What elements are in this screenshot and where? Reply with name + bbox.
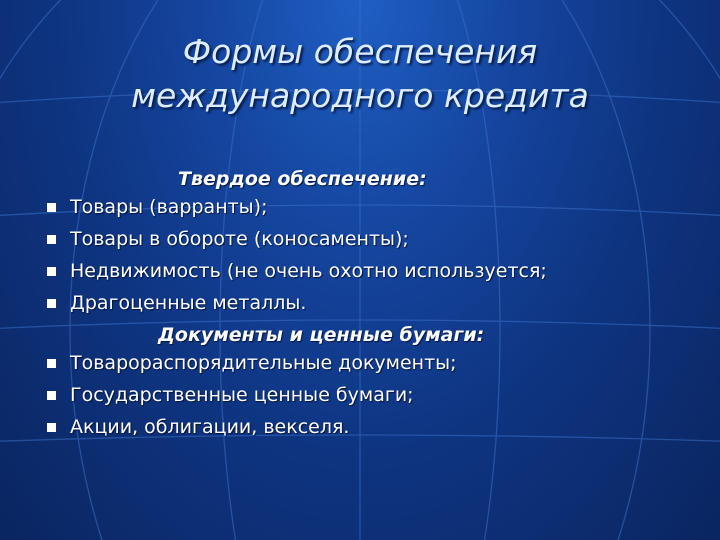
title-line-1: Формы обеспечения: [182, 32, 538, 71]
list-item: [40, 194, 710, 226]
list-item-text: Драгоценные металлы.: [70, 292, 307, 314]
list-item-text: Товары (варранты);: [70, 196, 268, 218]
list-item: [40, 226, 710, 258]
square-bullet-icon: [47, 299, 56, 308]
square-bullet-icon: [47, 359, 56, 368]
square-bullet-icon: [47, 267, 56, 276]
list-item: [40, 290, 710, 322]
list-item-text: Акции, облигации, векселя.: [70, 416, 350, 438]
list-item: [40, 350, 710, 382]
secured-list: [40, 194, 710, 322]
title-line-2: международного кредита: [131, 76, 589, 115]
slide-title: [0, 30, 720, 118]
list-item-text: Товарораспорядительные документы;: [70, 352, 457, 374]
square-bullet-icon: [47, 235, 56, 244]
list-item-text: Товары в обороте (коносаменты);: [70, 228, 409, 250]
list-item-text: Недвижимость (не очень охотно используется;: [70, 260, 547, 282]
list-item: [40, 414, 710, 446]
slide-content: [40, 166, 710, 446]
square-bullet-icon: [47, 391, 56, 400]
square-bullet-icon: [47, 203, 56, 212]
square-bullet-icon: [47, 423, 56, 432]
section-heading-documents: Документы и ценные бумаги:: [158, 324, 485, 346]
list-item-text: Государственные ценные бумаги;: [70, 384, 414, 406]
documents-list: [40, 350, 710, 446]
section-heading-secured: Твердое обеспечение:: [178, 168, 427, 190]
list-item: [40, 382, 710, 414]
list-item: [40, 258, 710, 290]
